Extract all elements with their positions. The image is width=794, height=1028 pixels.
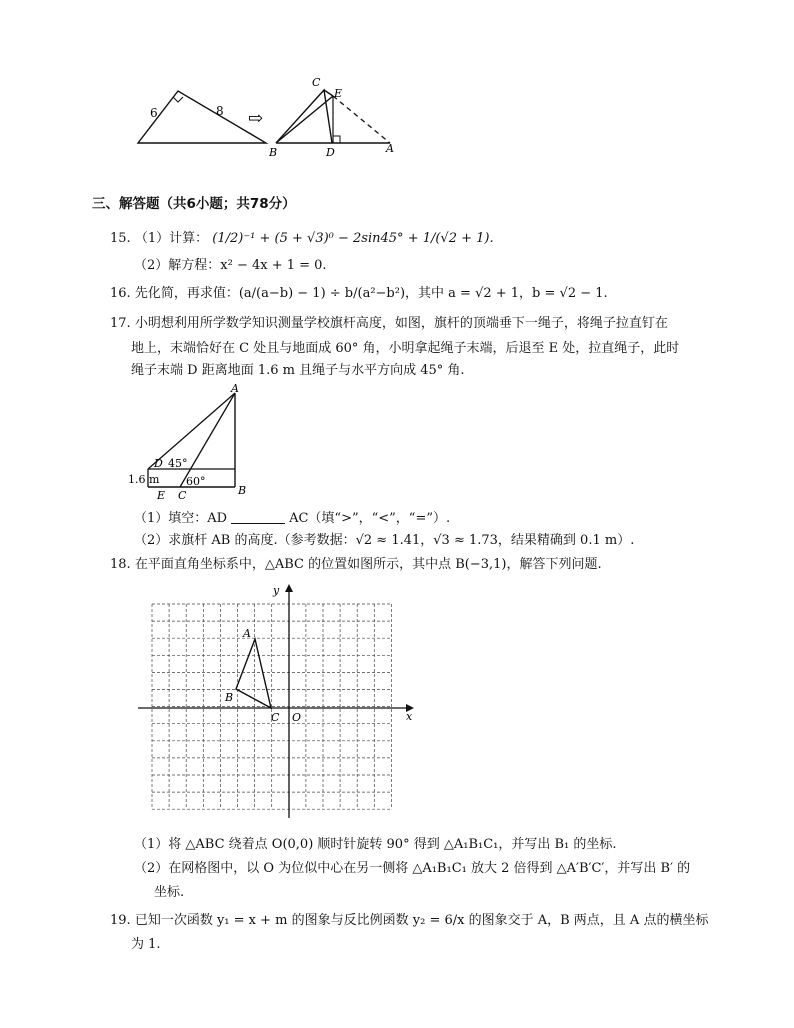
q17-line3: 绳子末端 D 距离地面 1.6 m 且绳子与水平方向成 45° 角. [131,363,465,378]
label-D: D [326,146,335,159]
label-C: C [312,76,321,89]
axis-label-y: y [273,584,280,597]
q18-part2-line1: （2）在网格图中，以 O 为位似中心在另一侧将 △A₁B₁C₁ 放大 2 倍得到 △A′B′C′，并写出 B′ 的 [134,861,691,876]
q15-number: 15. [110,231,131,246]
q15-part2: （2）解方程：x² − 4x + 1 = 0. [134,258,327,273]
label-B: B [269,146,278,159]
q17-figure [128,383,268,501]
dashed-EA [333,96,390,143]
fig17-angle-60: 60° [186,475,206,488]
point-label-B: B [225,691,234,704]
q17-part2: （2）求旗杆 AB 的高度.（参考数据：√2 ≈ 1.41，√3 ≈ 1.73，结果精确到 0.1 m）. [134,533,635,548]
q18 [110,556,602,574]
q18-coordinate-grid [130,580,420,825]
q16 [110,285,608,303]
q15-part1 [110,230,494,248]
q19-line1 [110,912,708,930]
label-E: E [334,87,343,100]
folded-triangle [276,90,332,143]
q18-text: 在平面直角坐标系中，△ABC 的位置如图所示，其中点 B(−3,1)，解答下列问题. [134,557,602,572]
label-A: A [386,142,394,155]
q15-part1-expression: (1/2)⁻¹ + (5 + √3)⁰ − 2sin45° + 1/(√2 + 1). [212,231,494,246]
q17-part1-suffix: AC（填“>”，“<”，“=”）. [289,511,451,526]
q18-part2-line2: 坐标. [154,885,185,900]
right-angle-mark-left [173,97,183,102]
rope-AC [180,393,235,487]
q19-line1-text: 已知一次函数 y₁ = x + m 的图象与反比例函数 y₂ = 6/x 的图象交于 A，B 两点，且 A 点的横坐标 [134,913,709,928]
point-label-A: A [243,627,251,640]
q17-part1 [134,510,450,528]
q16-number: 16. [110,286,131,301]
fig17-label-D: D [154,457,163,470]
axis-label-x: x [406,710,413,723]
fig17-label-C: C [178,489,187,501]
section-title: 三、解答题（共6小题；共78分） [92,196,296,212]
right-angle-mark-D [333,136,340,143]
answer-blank[interactable] [231,510,285,524]
fig17-height-label: 1.6 m [128,473,160,486]
q17-line2: 地上，末端恰好在 C 处且与地面成 60° 角，小明拿起绳子末端，后退至 E 处，拉直绳子，此时 [131,341,680,356]
right-arrow-icon: ⇨ [248,108,264,129]
q17-number: 17. [110,316,131,331]
y-axis-arrow-icon [285,584,293,592]
top-figure [130,72,410,160]
grid-lines [152,604,391,809]
q19-line2: 为 1. [131,937,161,952]
q17-line1 [110,315,668,333]
side-label-6: 6 [150,106,158,120]
q17-part1-prefix: （1）填空：AD [134,511,228,526]
q19-number: 19. [110,913,131,928]
q17-line1-text: 小明想利用所学数学知识测量学校旗杆高度，如图，旗杆的顶端垂下一绳子，将绳子拉直钉在 [134,316,668,331]
side-label-8: 8 [216,104,224,118]
fig17-label-B: B [238,484,247,497]
triangle-ABC [236,639,271,708]
fig17-angle-45: 45° [168,457,188,470]
q16-text: 先化简，再求值：(a/(a−b) − 1) ÷ b/(a²−b²)，其中 a = √2 + 1，b = √2 − 1. [134,286,608,301]
fig17-label-A: A [231,383,239,395]
q15-part1-prefix: （1）计算： [134,231,209,246]
q18-number: 18. [110,557,131,572]
fig17-label-E: E [157,489,166,501]
segment-BE [276,96,333,143]
origin-label: O [292,711,302,724]
point-label-C: C [271,711,280,724]
q18-part1: （1）将 △ABC 绕着点 O(0,0) 顺时针旋转 90° 得到 △A₁B₁C₁，并写出 B₁ 的坐标. [134,837,617,852]
